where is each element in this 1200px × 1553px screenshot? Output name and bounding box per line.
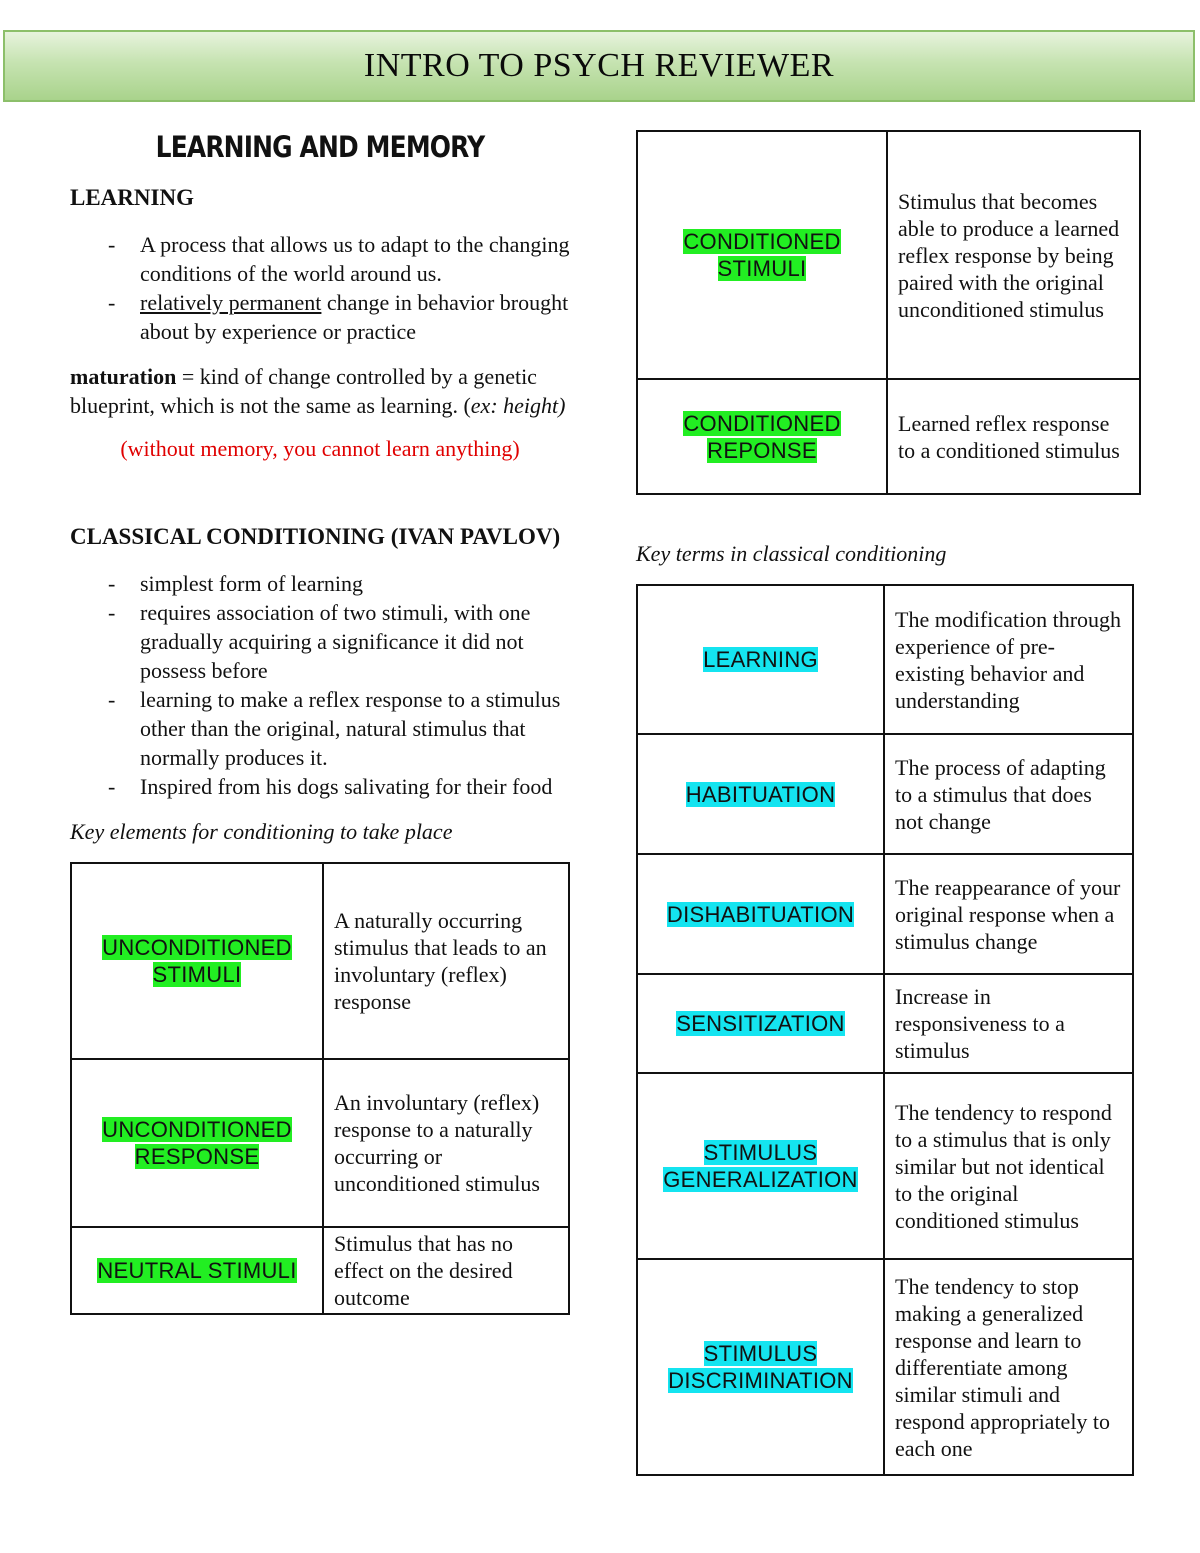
term-label: SENSITIZATION xyxy=(676,1011,845,1036)
left-column xyxy=(70,130,570,1315)
definition-cell: The process of adapting to a stimulus that does not change xyxy=(884,734,1133,854)
term-cell xyxy=(637,734,884,854)
table-row xyxy=(71,1059,569,1227)
table-row xyxy=(637,1073,1133,1259)
definition-cell: Stimulus that has no effect on the desired outcome xyxy=(323,1227,569,1314)
table-row xyxy=(637,379,1140,494)
term-cell xyxy=(71,863,323,1059)
term-cell xyxy=(71,1059,323,1227)
definition-cell: A naturally occurring stimulus that leads to an involuntary (reflex) response xyxy=(323,863,569,1059)
bullet-text: change in behavior brought about by experience or practice xyxy=(140,290,569,344)
term-label: STIMULUS DISCRIMINATION xyxy=(668,1341,853,1393)
terms-table xyxy=(636,584,1134,1476)
learning-bullet: - A process that allows us to adapt to the changing conditions of the world around us. xyxy=(70,230,570,288)
definition-cell: An involuntary (reflex) response to a naturally occurring or unconditioned stimulus xyxy=(323,1059,569,1227)
term-cell xyxy=(637,974,884,1073)
maturation-definition xyxy=(70,362,570,420)
term-label: NEUTRAL STIMULI xyxy=(97,1258,297,1283)
term-label: CONDITIONED REPONSE xyxy=(683,410,841,463)
table-row xyxy=(637,854,1133,974)
term-label: HABITUATION xyxy=(685,781,836,807)
term-cell xyxy=(637,1259,884,1475)
classical-bullet: - requires association of two stimuli, with one gradually acquiring a significance it did not possess before xyxy=(70,598,570,685)
term-label: UNCONDITIONED RESPONSE xyxy=(102,1117,292,1169)
term-label: DISHABITUATION xyxy=(666,901,855,927)
term-cell xyxy=(637,1073,884,1259)
term-cell xyxy=(637,854,884,974)
page-title: INTRO TO PSYCH REVIEWER xyxy=(363,47,835,84)
elements-table xyxy=(70,862,570,1315)
section-title: LEARNING AND MEMORY xyxy=(155,130,485,164)
term-cell xyxy=(637,379,887,494)
definition-cell: Learned reflex response to a conditioned stimulus xyxy=(887,379,1140,494)
definition-cell: The modification through experience of pre-existing behavior and understanding xyxy=(884,585,1133,734)
learning-bullets xyxy=(70,230,570,346)
right-column xyxy=(636,130,1146,1476)
term-label: STIMULUS GENERALIZATION xyxy=(663,1140,858,1192)
definition-cell: The tendency to respond to a stimulus that is only similar but not identical to the original conditioned stimulus xyxy=(884,1073,1133,1259)
table-row xyxy=(637,131,1140,379)
term-label: CONDITIONED STIMULI xyxy=(683,229,841,281)
classical-heading: CLASSICAL CONDITIONING (IVAN PAVLOV) xyxy=(70,524,561,549)
table-row xyxy=(637,585,1133,734)
learning-bullet xyxy=(70,288,570,346)
underlined-phrase: relatively permanent xyxy=(140,290,322,315)
table-row xyxy=(637,974,1133,1073)
table-row xyxy=(71,1227,569,1314)
table-row xyxy=(71,863,569,1059)
maturation-term: maturation xyxy=(70,364,177,389)
classical-bullet: - simplest form of learning xyxy=(70,569,570,598)
elements-caption: Key elements for conditioning to take place xyxy=(70,819,453,844)
title-banner xyxy=(3,30,1195,102)
term-cell xyxy=(71,1227,323,1314)
term-cell xyxy=(637,131,887,379)
table-row xyxy=(637,734,1133,854)
definition-cell: Stimulus that becomes able to produce a learned reflex response by being paired with the original unconditioned stimulus xyxy=(887,131,1140,379)
term-label: UNCONDITIONED STIMULI xyxy=(102,935,292,987)
classical-bullet: - Inspired from his dogs salivating for their food xyxy=(70,772,570,801)
term-cell xyxy=(637,585,884,734)
definition-cell: The reappearance of your original response when a stimulus change xyxy=(884,854,1133,974)
maturation-example: ex: height) xyxy=(470,393,566,418)
table-row xyxy=(637,1259,1133,1475)
maturation-text: = kind of change controlled by a genetic blueprint, which is not the same as learning. ( xyxy=(70,364,537,418)
terms-caption: Key terms in classical conditioning xyxy=(636,541,947,566)
definition-cell: Increase in responsiveness to a stimulus xyxy=(884,974,1133,1073)
classical-bullets xyxy=(70,569,570,801)
term-label: LEARNING xyxy=(703,647,818,672)
conditioned-table xyxy=(636,130,1141,495)
definition-cell: The tendency to stop making a generalized response and learn to differentiate among similar stimuli and respond appropriately to each one xyxy=(884,1259,1133,1475)
memory-note: (without memory, you cannot learn anything) xyxy=(120,436,520,461)
classical-bullet: - learning to make a reflex response to a stimulus other than the original, natural stimulus that normally produces it. xyxy=(70,685,570,772)
learning-heading: LEARNING xyxy=(70,185,194,210)
